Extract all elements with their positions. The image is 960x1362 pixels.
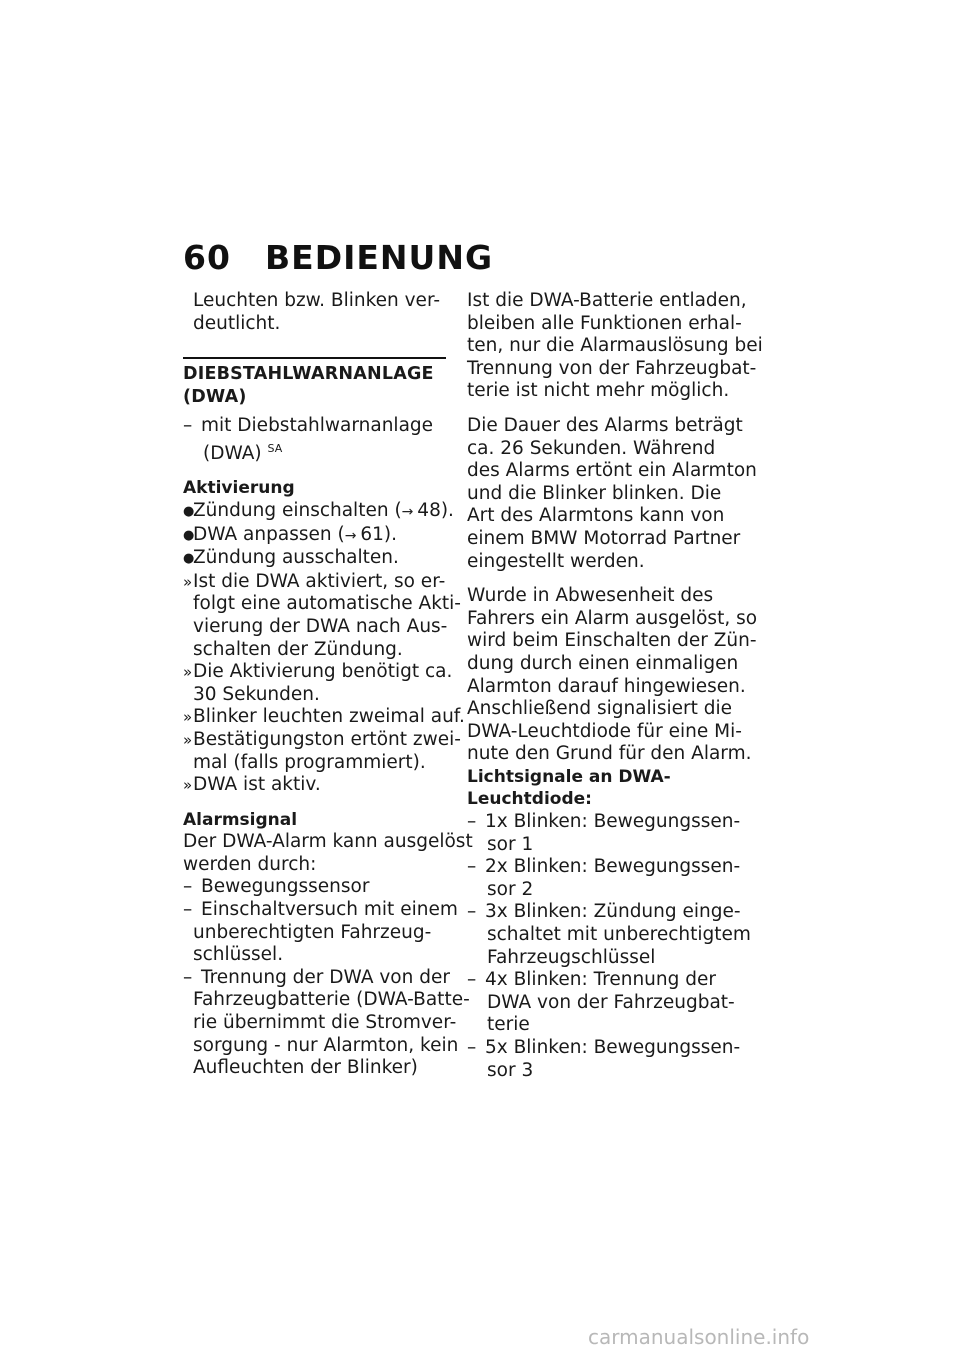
subsection-title: Alarmsignal bbox=[183, 809, 298, 830]
result-item: »Ist die DWA aktiviert, so er- bbox=[183, 570, 446, 592]
dash-icon: – bbox=[467, 969, 477, 991]
dash-icon: – bbox=[467, 1037, 477, 1058]
page-ref-link[interactable]: 48). bbox=[417, 499, 454, 521]
led-item: – 4x Blinken: Trennung der bbox=[467, 969, 716, 991]
list-item: – Trennung der DWA von der bbox=[183, 966, 450, 988]
result-icon: » bbox=[183, 572, 193, 591]
page-ref-arrow-icon: → bbox=[344, 527, 355, 544]
bullet-icon: ● bbox=[183, 503, 195, 519]
watermark: carmanualsonline.info bbox=[588, 1325, 810, 1349]
led-item: sor 3 bbox=[487, 1059, 534, 1081]
led-item: sor 2 bbox=[487, 878, 534, 900]
page-header bbox=[183, 238, 493, 277]
availability-line: (DWA) $^{SA}$ bbox=[203, 441, 283, 464]
step-item: ●Zündung ausschalten. bbox=[183, 547, 451, 571]
list-item: sorgung - nur Alarmton, kein bbox=[193, 1034, 459, 1056]
body-line: Der DWA-Alarm kann ausgelöst bbox=[183, 831, 473, 853]
subsection-title: Lichtsignale an DWA- bbox=[467, 766, 671, 787]
list-item: – Einschaltversuch mit einem bbox=[183, 899, 458, 921]
section-title: DIEBSTAHLWARNANLAGE bbox=[183, 364, 434, 385]
list-item: Aufleuchten der Blinker) bbox=[193, 1057, 418, 1079]
dash-icon: – bbox=[183, 966, 193, 988]
list-item: Fahrzeugbatterie (DWA-Batte- bbox=[193, 989, 470, 1011]
subsection-title: Leuchtdiode: bbox=[467, 789, 592, 810]
intro-line: Leuchten bzw. Blinken ver- bbox=[193, 290, 441, 311]
step-item: ●DWA anpassen (→ 61). bbox=[183, 524, 451, 548]
result-icon: » bbox=[183, 708, 193, 727]
led-item: – 2x Blinken: Bewegungssen- bbox=[467, 856, 741, 878]
list-item: unberechtigten Fahrzeug- bbox=[193, 921, 432, 943]
led-item: – 1x Blinken: Bewegungssen- bbox=[467, 811, 741, 833]
result-item: folgt eine automatische Akti- bbox=[193, 593, 461, 615]
bullet-icon: ● bbox=[183, 527, 195, 543]
dash-icon: – bbox=[467, 811, 477, 833]
subsection-title: Aktivierung bbox=[183, 478, 295, 499]
led-item: – 3x Blinken: Zündung einge- bbox=[467, 901, 741, 923]
result-item: »DWA ist aktiv. bbox=[183, 774, 321, 796]
dash-icon: – bbox=[467, 856, 477, 878]
result-item: schalten der Zündung. bbox=[193, 638, 403, 660]
dash-icon: – bbox=[183, 876, 193, 898]
result-icon: » bbox=[183, 776, 193, 795]
paragraph: Wurde in Abwesenheit des Fahrers ein Alarm ausgelöst, so wird beim Einschalten der Zün- dung durch einen einmaligen Alarmton darauf hingewiesen. Anschließend signalisiert die DWA-Leuchtdiode für eine Mi- nute den Grund für den Alarm. bbox=[467, 585, 758, 765]
intro-line: deutlicht. bbox=[193, 312, 281, 334]
availability-line: – mit Diebstahlwarnanlage bbox=[183, 415, 434, 437]
led-item: DWA von der Fahrzeugbat- bbox=[487, 991, 735, 1013]
page-ref-link[interactable]: 61). bbox=[360, 523, 397, 545]
result-item: 30 Sekunden. bbox=[193, 683, 320, 705]
led-item: – 5x Blinken: Bewegungssen- bbox=[467, 1037, 741, 1058]
result-item: mal (falls programmiert). bbox=[193, 751, 426, 773]
paragraph: Die Dauer des Alarms beträgt ca. 26 Sekunden. Während des Alarms ertönt ein Alarmton und die Blinker blinken. Die Art des Alarmtons kann von einem BMW Motorrad Partner eingestellt werden. bbox=[467, 414, 757, 572]
list-item: – Bewegungssensor bbox=[183, 876, 370, 898]
led-item: terie bbox=[487, 1014, 530, 1036]
list-item: rie übernimmt die Stromver- bbox=[193, 1012, 457, 1034]
result-item: »Die Aktivierung benötigt ca. bbox=[183, 661, 453, 683]
result-icon: » bbox=[183, 663, 193, 682]
page-ref-arrow-icon: → bbox=[401, 503, 412, 520]
step-item: ●Zündung einschalten (→ 48). bbox=[183, 500, 451, 524]
led-item: sor 1 bbox=[487, 833, 534, 855]
page-number: 60 bbox=[183, 238, 231, 277]
sa-marker: SA bbox=[267, 441, 283, 455]
result-item: »Blinker leuchten zweimal auf. bbox=[183, 706, 465, 728]
result-item: vierung der DWA nach Aus- bbox=[193, 615, 448, 637]
led-item: Fahrzeugschlüssel bbox=[487, 946, 656, 968]
bullet-icon: ● bbox=[183, 551, 195, 567]
dash-icon: – bbox=[183, 899, 193, 921]
dash-icon: – bbox=[467, 901, 477, 923]
result-item: »Bestätigungston ertönt zwei- bbox=[183, 728, 461, 750]
list-item: schlüssel. bbox=[193, 944, 284, 966]
result-icon: » bbox=[183, 730, 193, 749]
page-title: BEDIENUNG bbox=[265, 238, 494, 277]
body-line: werden durch: bbox=[183, 853, 317, 875]
paragraph: Ist die DWA-Batterie entladen, bleiben alle Funktionen erhal- ten, nur die Alarmauslösung bei Trennung von der Fahrzeugbat- terie ist nicht mehr möglich. bbox=[467, 290, 763, 402]
dash-icon: – bbox=[183, 415, 193, 437]
section-divider bbox=[183, 357, 446, 359]
section-title: (DWA) bbox=[183, 387, 247, 408]
led-item: schaltet mit unberechtigtem bbox=[487, 924, 751, 946]
right-column bbox=[467, 290, 763, 1082]
left-column bbox=[183, 290, 473, 1080]
